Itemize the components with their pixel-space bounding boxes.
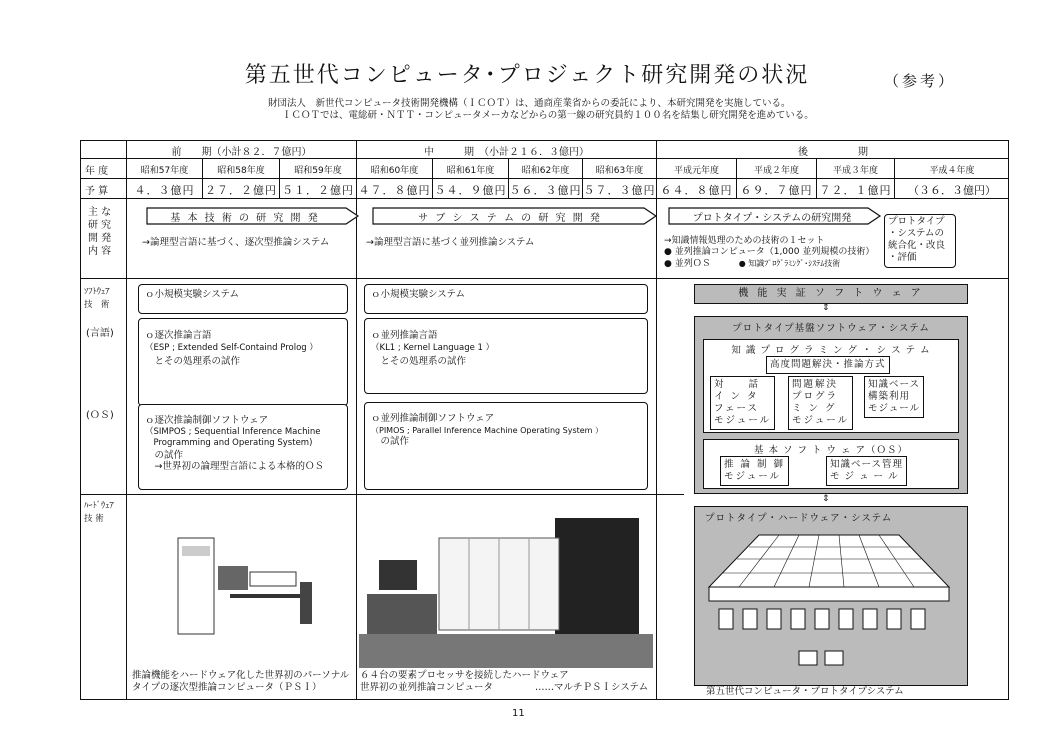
budget-cell: ４７．８億円 xyxy=(358,184,431,197)
basic-software-title: 基 本 ソ フ ト ウ ェ ア（ＯＳ） xyxy=(753,445,909,456)
hline xyxy=(80,198,1009,199)
middle-os-line: ｏ並列推論制御ソフトウェア xyxy=(371,413,495,424)
module-line: ミ ン グ xyxy=(792,403,837,414)
caption-line: ６４台の要素プロセッサを接続したハードウェア xyxy=(360,670,569,681)
year-cell: 平成３年度 xyxy=(832,166,878,176)
module-problem-solving xyxy=(788,376,853,430)
hline xyxy=(80,494,684,495)
middle-os-box xyxy=(364,402,648,490)
module-line: モジュール xyxy=(868,403,921,414)
module-line: モジュール xyxy=(714,415,772,426)
budget-cell: ２７．２億円 xyxy=(205,184,277,197)
module-line: 知識ベース管理 xyxy=(830,459,904,470)
budget-cell: ６９．７億円 xyxy=(740,184,813,197)
early-os-line: （SIMPOS ; Sequential Inference Machine xyxy=(145,426,321,437)
middle-small-text: ｏ小規模実験システム xyxy=(371,289,466,300)
prototype-caption: 第五世代コンピュータ・プロトタイプシステム xyxy=(706,686,904,697)
basic-software-box xyxy=(703,439,959,489)
middle-lang-line: ｏ並列推論言語 xyxy=(371,330,438,341)
year-cell: 昭和59年度 xyxy=(294,166,342,176)
final-line: 統合化・改良 xyxy=(888,240,946,251)
year-cell: 昭和62年度 xyxy=(521,166,570,176)
row-label-lang: (言語) xyxy=(86,328,114,339)
budget-cell: （３６．３億円） xyxy=(908,184,996,197)
phase-late: 後 期 xyxy=(798,147,868,158)
row-label-year: 年 度 xyxy=(85,166,109,177)
early-os-line: →世界初の論理型言語による本格的ＯＳ xyxy=(145,461,324,472)
multi-psi-photo xyxy=(359,498,653,668)
row-label-os: (ＯＳ) xyxy=(86,410,114,421)
psi-computer-image xyxy=(130,498,352,668)
middle-small-box xyxy=(364,284,648,314)
hline xyxy=(80,158,1009,159)
final-line: ・評価 xyxy=(888,252,917,263)
budget-cell: ５７．３億円 xyxy=(583,184,656,197)
parallel-machine-illustration xyxy=(699,527,961,677)
kps-box xyxy=(703,339,959,433)
budget-cell: ５１．２億円 xyxy=(282,184,354,197)
page-title: 第五世代コンピュータ･プロジェクト研究開発の状況 xyxy=(244,63,810,88)
middle-lang-box xyxy=(364,318,648,394)
early-desc: →論理型言語に基づく、逐次型推論システム xyxy=(142,237,330,248)
late-base-title: プロトタイプ基盤ソフトウェア・システム xyxy=(732,323,930,334)
budget-cell: ５６．３億円 xyxy=(509,184,582,197)
early-small-text: ｏ小規模実験システム xyxy=(145,289,240,300)
early-arrow-label: 基 本 技 術 の 研 究 開 発 xyxy=(170,213,320,224)
row-label-line: ﾊｰﾄﾞｳｪｱ xyxy=(84,501,114,511)
early-os-line: Programming and Operating System) xyxy=(145,438,313,448)
hline xyxy=(80,178,1009,179)
prototype-hardware-title: プロトタイプ・ハードウェア・システム xyxy=(705,513,893,524)
module-line: フェース xyxy=(714,403,760,414)
module-line: 知識ベース xyxy=(868,379,921,390)
early-lang-line: ｏ逐次推論言語 xyxy=(145,330,212,341)
year-cell: 昭和63年度 xyxy=(595,166,644,176)
intro-line-2: ＩＣＯＴでは、電総研・ＮＴＴ・コンピュータメーカなどからの第一線の研究員約１００名を結集し研究開発を進めている。 xyxy=(282,110,814,121)
down-arrow-icon: ⇕ xyxy=(822,494,830,504)
psi-caption xyxy=(132,670,349,694)
middle-os-line: （PIMOS ; Parallel Inference Machine Operating System ） xyxy=(371,425,604,435)
caption-note: ……マルチＰＳＩシステム xyxy=(535,682,649,693)
late-desc xyxy=(664,236,874,270)
row-label-hardware xyxy=(84,500,114,526)
budget-cell: ６４．８億円 xyxy=(660,184,733,197)
middle-lang-line: とその処理系の試作 xyxy=(371,356,467,367)
module-kb-management xyxy=(826,456,907,486)
final-box xyxy=(884,214,956,268)
late-desc-line xyxy=(664,258,874,270)
module-line: イ ン タ xyxy=(714,391,759,402)
caption-line xyxy=(360,682,648,694)
budget-cell: ４．３億円 xyxy=(134,184,195,197)
row-label-software xyxy=(84,286,110,312)
late-desc-line: →知識情報処理のための技術の１セット xyxy=(664,236,825,246)
year-cell: 昭和60年度 xyxy=(370,166,419,176)
prototype-hardware-box xyxy=(694,506,968,686)
vline xyxy=(126,140,127,700)
multi-psi-system-image xyxy=(359,498,653,668)
phase-middle: 中 期 （小計２１６．３億円） xyxy=(424,147,589,158)
module-line: モ ジ ュ ー ル xyxy=(830,471,899,482)
late-top-box: 機 能 実 証 ソ フ ト ウ ェ ア xyxy=(694,284,968,304)
row-label-line: 技 術 xyxy=(84,514,104,524)
intro-line-1: 財団法人 新世代コンピュータ技術開発機構（ＩＣＯＴ）は、通商産業省からの委託により、本研究開発を実施している。 xyxy=(268,98,791,109)
module-dialogue xyxy=(710,376,775,430)
early-lang-line: （ESP ; Extended Self-Containd Prolog ） xyxy=(145,343,318,353)
early-lang-line: とその処理系の試作 xyxy=(145,356,241,367)
row-label-budget: 予 算 xyxy=(85,186,109,197)
year-cell: 昭和57年度 xyxy=(140,166,189,176)
module-line: モジュール xyxy=(792,415,850,426)
row-label-line: 開 発 xyxy=(88,233,112,244)
middle-arrow-label: サ ブ シ ス テ ム の 研 究 開 発 xyxy=(418,213,602,224)
multi-psi-caption xyxy=(360,670,648,694)
module-line: プログラ xyxy=(792,391,839,402)
module-line: 推 論 制 御 xyxy=(724,459,786,470)
year-cell: 平成４年度 xyxy=(929,166,975,176)
late-desc-extra: ● 知識ﾌﾟﾛｸﾞﾗﾐﾝｸﾞ･ｼｽﾃﾑ技術 xyxy=(738,259,841,268)
module-line: 問題解決 xyxy=(792,379,839,390)
year-cell: 平成２年度 xyxy=(753,166,799,176)
module-inference xyxy=(720,456,789,486)
module-line: モジュール xyxy=(724,471,782,482)
row-label-line: 内 容 xyxy=(88,246,112,257)
year-cell: 昭和58年度 xyxy=(217,166,265,176)
caption-line: 推論機能をハードウェア化した世界初のパーソナル xyxy=(132,670,350,681)
row-label-line: ｿﾌﾄｳｪｱ xyxy=(84,287,110,297)
late-desc-part: ● 並列ＯＳ xyxy=(664,259,711,269)
budget-cell: ７２．１億円 xyxy=(819,184,892,197)
early-small-box xyxy=(138,284,348,314)
page-number: 11 xyxy=(512,708,525,719)
module-knowledge-base xyxy=(864,376,924,418)
row-label-main xyxy=(88,206,111,258)
final-line: プロトタイプ xyxy=(888,216,945,227)
middle-lang-line: （KL1 ; Kernel Language 1 ） xyxy=(371,343,495,353)
row-label-line: 技 術 xyxy=(84,300,110,310)
early-os-line: の試作 xyxy=(145,449,184,461)
phase-early: 前 期（小計８２．７億円） xyxy=(171,147,312,158)
early-os-box xyxy=(138,404,348,490)
kps-title: 知 識 プ ロ グ ラ ミ ン グ ・ シ ス テ ム xyxy=(731,345,931,356)
row-label-line: 主 な xyxy=(88,207,112,218)
module-line: 対 話 xyxy=(714,379,761,390)
year-cell: 昭和61年度 xyxy=(446,166,495,176)
advanced-box: 高度問題解決・推論方式 xyxy=(766,356,890,374)
status-table xyxy=(80,140,1009,700)
reference-label: （参考） xyxy=(884,72,957,90)
budget-cell: ５４．９億円 xyxy=(434,184,507,197)
middle-os-line: の試作 xyxy=(371,436,410,447)
middle-desc: →論理型言語に基づく並列推論システム xyxy=(366,237,535,248)
final-line: ・システムの xyxy=(888,228,945,239)
row-label-line: 研 究 xyxy=(88,220,112,231)
hline xyxy=(80,278,1009,279)
caption-line: タイプの逐次型推論コンピュータ（ＰＳＩ） xyxy=(132,682,322,693)
late-desc-line: ● 並列推論コンピュータ（1,000 並列規模の技術） xyxy=(664,247,875,257)
year-cell: 平成元年度 xyxy=(673,166,719,176)
down-arrow-icon: ⇕ xyxy=(822,303,830,313)
intro-text xyxy=(268,98,814,122)
psi-photo xyxy=(130,498,352,668)
early-os-line: ｏ逐次推論制御ソフトウェア xyxy=(145,415,269,426)
module-line: 構築利用 xyxy=(868,391,911,402)
caption-part: 世界初の並列推論コンピュータ xyxy=(360,682,494,693)
late-arrow-label: プロトタイプ・システムの研究開発 xyxy=(692,213,852,224)
early-lang-box xyxy=(138,318,348,406)
late-base-box xyxy=(694,316,968,494)
